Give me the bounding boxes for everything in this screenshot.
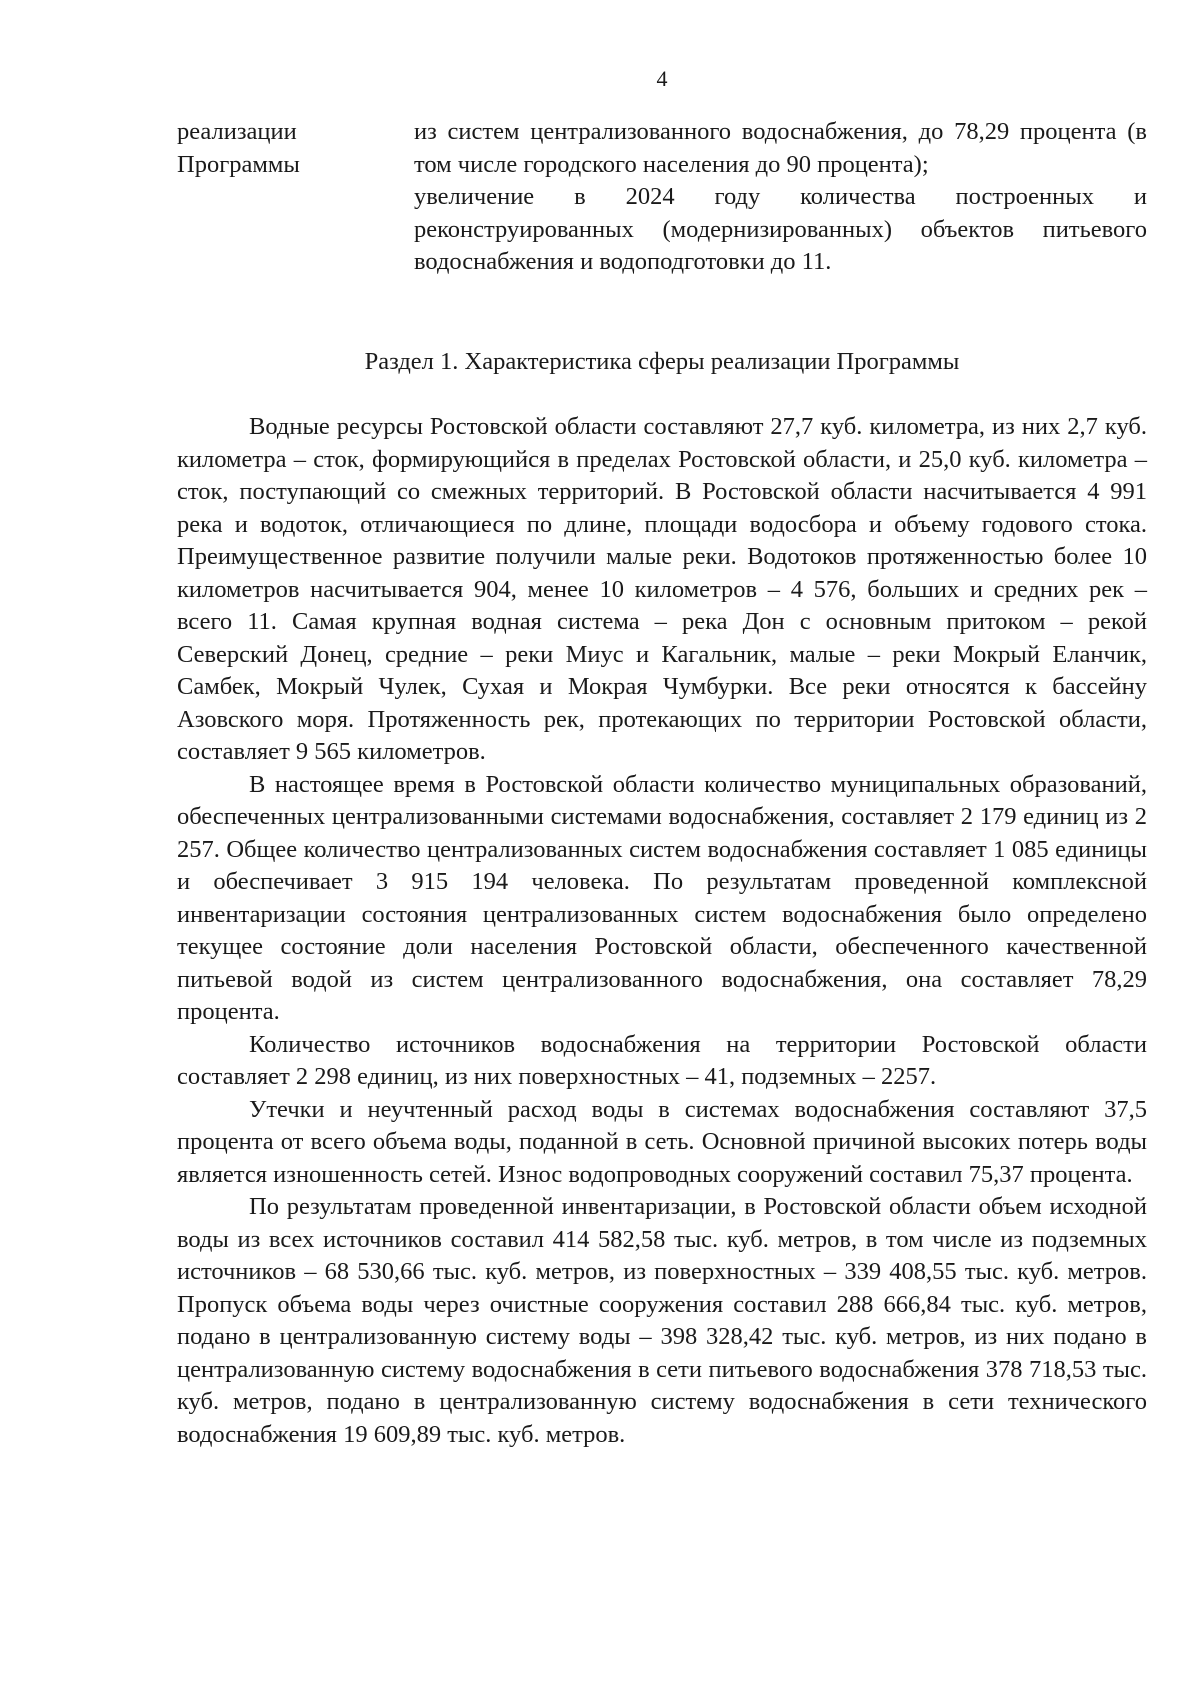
section-title: Раздел 1. Характеристика сферы реализации Программы — [364, 348, 960, 375]
passport-row-value — [414, 116, 1147, 279]
section-body — [177, 411, 1147, 1451]
passport-label-line: Программы — [177, 150, 300, 178]
page-number: 4 — [656, 66, 668, 91]
body-paragraph: Утечки и неучтенный расход воды в системах водоснабжения составляют 37,5 процента от всего объема воды, поданной в сеть. Основной причиной высоких потерь воды является изношенность сетей. Износ водопроводных сооружений составил 75,37 процента. — [177, 1095, 1147, 1188]
body-paragraph: Количество источников водоснабжения на территории Ростовской области составляет 2 298 единиц, из них поверхностных – 41, подземных – 2257. — [177, 1030, 1147, 1090]
passport-value-paragraph: из систем централизованного водоснабжения, до 78,29 процента (в том числе городского населения до 90 процента); — [414, 118, 1147, 178]
body-paragraph: Водные ресурсы Ростовской области составляют 27,7 куб. километра, из них 2,7 куб. километра – сток, формирующийся в пределах Ростовской области, и 25,0 куб. километра – сток, поступающий со смежных территорий. В Ростовской области насчитывается 4 991 река и водоток, отличающиеся по длине, площади водосбора и объему годового стока. Преимущественное развитие получили малые реки. Водотоков протяженностью более 10 километров насчитывается 904, менее 10 километров – 4 576, больших и средних рек – всего 11. Самая крупная водная система – река Дон с основным притоком – рекой Северский Донец, средние – реки Миус и Кагальник, малые – реки Мокрый Еланчик, Самбек, Мокрый Чулек, Сухая и Мокрая Чумбурки. Все реки относятся к бассейну Азовского моря. Протяженность рек, протекающих по территории Ростовской области, составляет 9 565 километров. — [177, 413, 1147, 765]
body-paragraph: В настоящее время в Ростовской области количество муниципальных образований, обеспеченных централизованными системами водоснабжения, составляет 2 179 единиц из 2 257. Общее количество централизованных систем водоснабжения составляет 1 085 единицы и обеспечивает 3 915 194 человека. По результатам проведенной комплексной инвентаризации состояния централизованных систем водоснабжения было определено текущее состояние доли населения Ростовской области, обеспеченного качественной питьевой водой из систем централизованного водоснабжения, она составляет 78,29 процента. — [177, 770, 1147, 1025]
body-paragraph: По результатам проведенной инвентаризации, в Ростовской области объем исходной воды из всех источников составил 414 582,58 тыс. куб. метров, в том числе из подземных источников – 68 530,66 тыс. куб. метров, из поверхностных – 339 408,55 тыс. куб. метров. Пропуск объема воды через очистные сооружения составил 288 666,84 тыс. куб. метров, подано в централизованную систему воды – 398 328,42 тыс. куб. метров, из них подано в централизованную систему водоснабжения в сети питьевого водоснабжения 378 718,53 тыс. куб. метров, подано в централизованную систему водоснабжения в сети технического водоснабжения 19 609,89 тыс. куб. метров. — [177, 1193, 1147, 1448]
passport-row-label — [177, 116, 377, 181]
passport-label-line: реализации — [177, 118, 297, 145]
passport-value-paragraph: увеличение в 2024 году количества построенных и реконструированных (модернизированных) объектов питьевого водоснабжения и водоподготовки до 11. — [414, 183, 1147, 275]
